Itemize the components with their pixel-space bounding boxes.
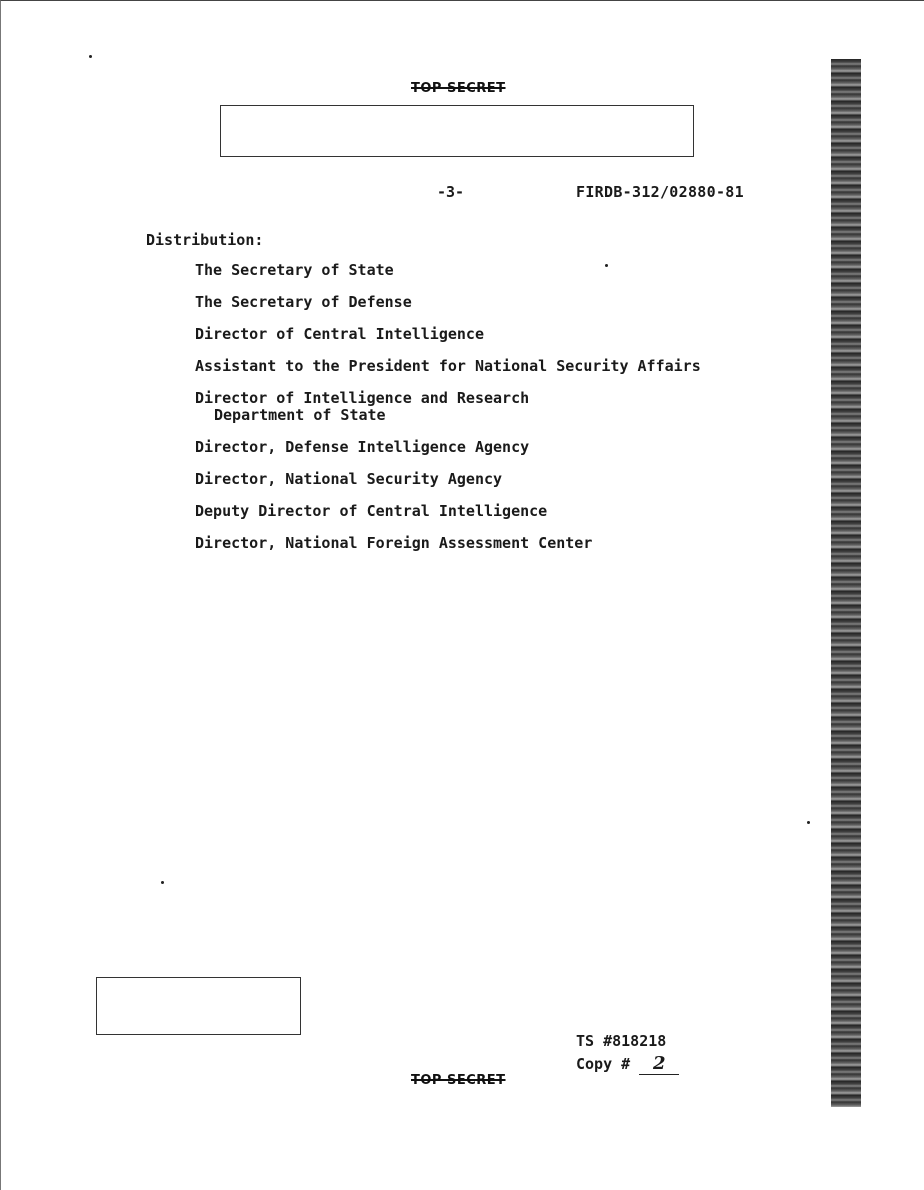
- recipient-name: The Secretary of State: [195, 261, 394, 279]
- redaction-box-top: [220, 105, 694, 157]
- scan-edge-artifact: [831, 59, 861, 1107]
- scan-speck: [161, 881, 164, 884]
- distribution-item: [195, 535, 701, 552]
- distribution-item: [195, 439, 701, 456]
- distribution-list: [195, 262, 701, 567]
- distribution-item: [195, 326, 701, 343]
- copy-number-handwritten: 2: [639, 1053, 679, 1075]
- distribution-heading: Distribution:: [146, 231, 264, 249]
- distribution-item: [195, 262, 701, 279]
- distribution-item: [195, 503, 701, 520]
- recipient-name: Director, National Foreign Assessment Center: [195, 534, 593, 552]
- scan-speck: [89, 55, 92, 58]
- scan-speck: [807, 821, 810, 824]
- copy-number-line: [576, 1053, 679, 1075]
- recipient-name: Director of Intelligence and Research: [195, 389, 530, 407]
- document-id: FIRDB-312/02880-81: [576, 183, 744, 201]
- ts-control-number: TS #818218: [576, 1032, 667, 1050]
- recipient-name: Assistant to the President for National Security Affairs: [195, 357, 701, 375]
- recipient-name: The Secretary of Defense: [195, 293, 412, 311]
- recipient-name: Director of Central Intelligence: [195, 325, 484, 343]
- redaction-box-bottom: [96, 977, 301, 1035]
- recipient-name: Deputy Director of Central Intelligence: [195, 502, 548, 520]
- top-classification-marking: TOP SECRET: [411, 81, 506, 96]
- bottom-classification-marking: TOP SECRET: [411, 1073, 506, 1088]
- distribution-item: [195, 471, 701, 488]
- distribution-item: [195, 358, 701, 375]
- recipient-name: Director, Defense Intelligence Agency: [195, 438, 530, 456]
- distribution-item: [195, 390, 701, 424]
- scan-speck: [605, 264, 608, 267]
- recipient-subline: Department of State: [214, 406, 386, 424]
- page-number: -3-: [437, 183, 465, 201]
- recipient-name: Director, National Security Agency: [195, 470, 503, 488]
- distribution-item: [195, 294, 701, 311]
- copy-label: Copy #: [576, 1055, 631, 1073]
